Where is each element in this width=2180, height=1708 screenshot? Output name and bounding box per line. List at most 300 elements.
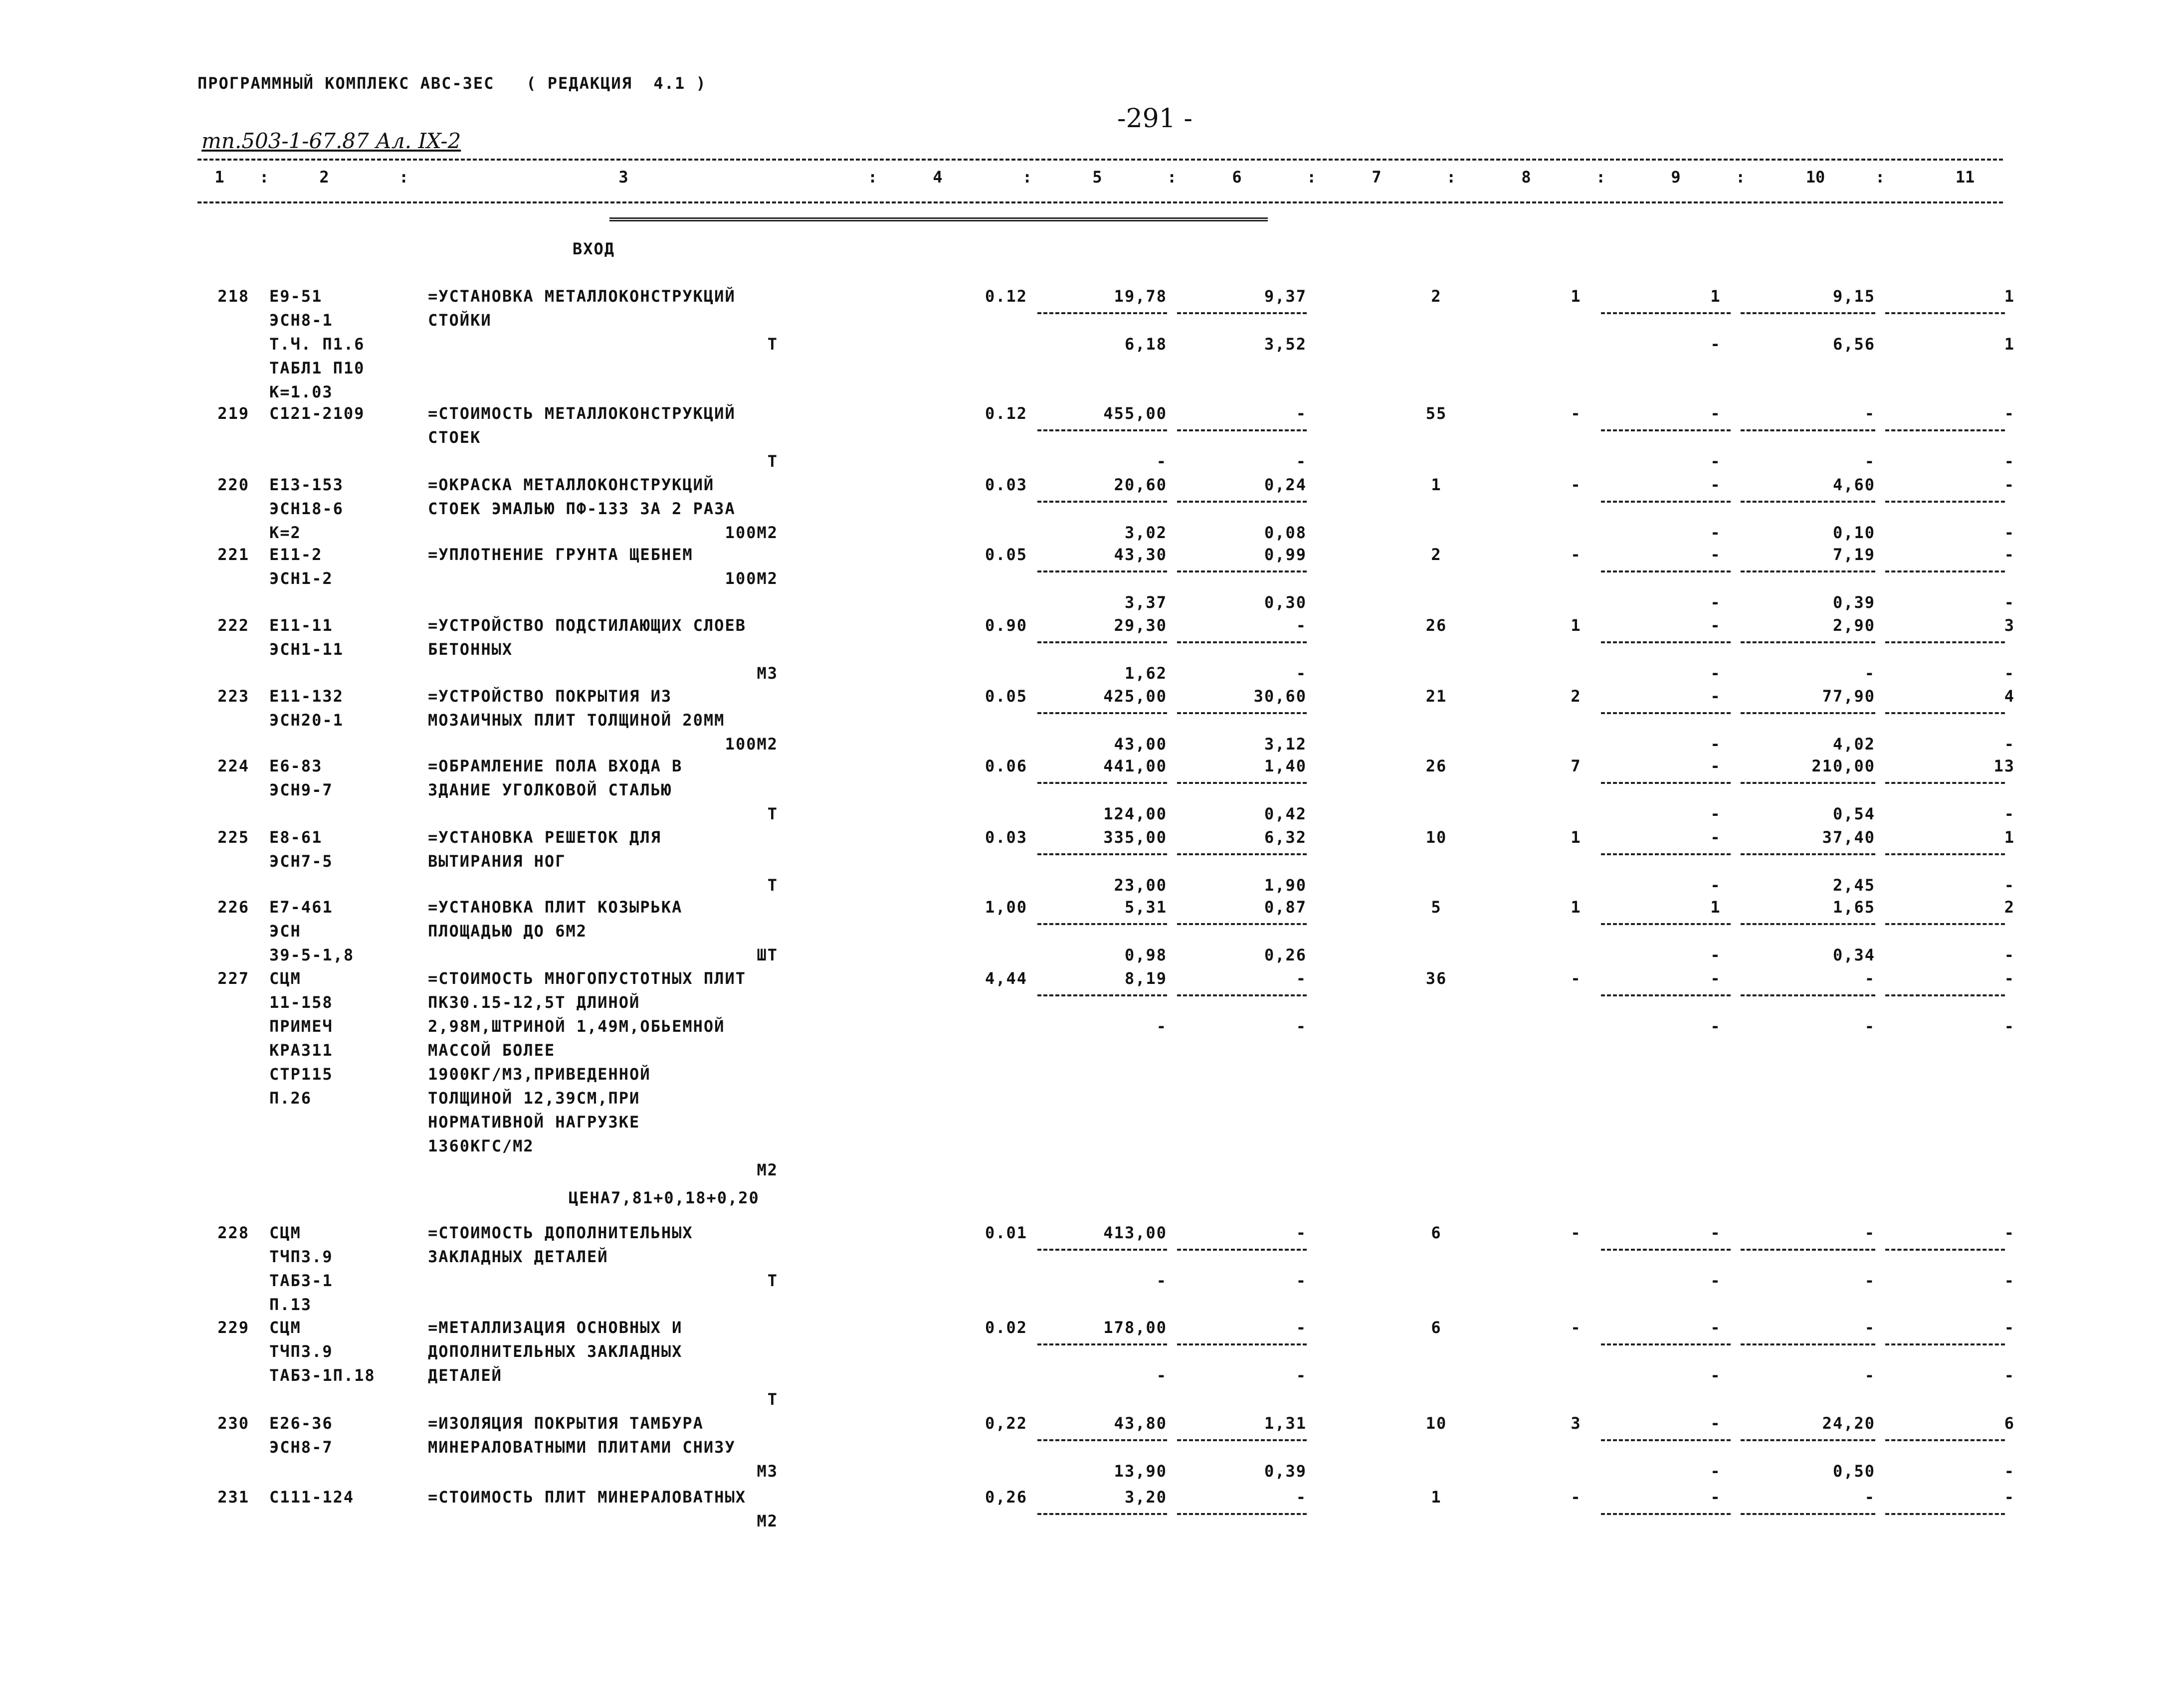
quantity: 0.03: [985, 828, 1027, 847]
col9-value: -: [1710, 1488, 1721, 1507]
column-separator: :: [1446, 168, 1456, 187]
quantity: 0.06: [985, 757, 1027, 775]
column-separator: :: [399, 168, 409, 187]
col6-value: -: [1296, 616, 1307, 635]
col5-sub-value: -: [1156, 1017, 1167, 1036]
col11-value: 3: [2004, 616, 2015, 635]
col8-value: 2: [1571, 687, 1582, 706]
col7-value: 26: [1425, 757, 1447, 775]
col8-value: -: [1571, 404, 1582, 423]
col6-sub-value: -: [1296, 452, 1307, 471]
column-number: 3: [618, 168, 628, 187]
resource-code: ТАБЛ1 П10: [269, 359, 365, 378]
col5-sub-value: 124,00: [1103, 804, 1167, 823]
col6-divider: [1177, 853, 1307, 855]
work-description: =УСТРОЙСТВО ПОДСТИЛАЮЩИХ СЛОЕВ: [428, 616, 746, 635]
col10-sub-value: -: [1864, 1017, 1875, 1036]
column-number: 1: [214, 168, 224, 187]
resource-code: ПРИМЕЧ: [269, 1017, 333, 1036]
resource-code: ЭСН1-11: [269, 640, 344, 659]
unit-of-measure: 100М2: [725, 735, 778, 754]
work-description: 1360КГС/М2: [428, 1137, 534, 1155]
column-separator: :: [1875, 168, 1885, 187]
work-description: =МЕТАЛЛИЗАЦИЯ ОСНОВНЫХ И: [428, 1318, 683, 1337]
column-separator: :: [259, 168, 269, 187]
col5-divider: [1037, 1249, 1167, 1251]
col10-value: 7,19: [1832, 545, 1875, 564]
resource-code: Е6-83: [269, 757, 323, 775]
work-description: =УСТРОЙСТВО ПОКРЫТИЯ ИЗ: [428, 687, 672, 706]
unit-of-measure: М2: [757, 1512, 778, 1530]
col6-sub-value: 0,08: [1264, 523, 1307, 542]
col7-value: 1: [1431, 475, 1442, 494]
row-number: 223: [217, 687, 249, 706]
unit-of-measure: Т: [767, 876, 778, 895]
unit-of-measure: М3: [757, 664, 778, 683]
col10-divider: [1741, 712, 1875, 714]
row-number: 220: [217, 475, 249, 494]
col10-value: 37,40: [1822, 828, 1875, 847]
work-description: СТОЙКИ: [428, 311, 492, 330]
col10-value: -: [1864, 1488, 1875, 1507]
col10-value: -: [1864, 404, 1875, 423]
quantity: 1,00: [985, 898, 1027, 917]
col11-sub-value: -: [2004, 523, 2015, 542]
col11-divider: [1885, 1249, 2005, 1251]
col9-divider: [1601, 994, 1731, 996]
col11-sub-value: -: [2004, 946, 2015, 964]
col5-sub-value: 13,90: [1114, 1462, 1167, 1481]
col11-divider: [1885, 712, 2005, 714]
col5-value: 455,00: [1103, 404, 1167, 423]
col10-divider: [1741, 782, 1875, 784]
col5-value: 29,30: [1114, 616, 1167, 635]
col7-value: 1: [1431, 1488, 1442, 1507]
col9-divider: [1601, 429, 1731, 431]
col9-sub-value: -: [1710, 664, 1721, 683]
col9-divider: [1601, 1439, 1731, 1441]
col9-value: -: [1710, 545, 1721, 564]
unit-of-measure: М2: [757, 1160, 778, 1179]
unit-of-measure: Т: [767, 1271, 778, 1290]
page-number: -291 -: [1117, 104, 1192, 134]
col9-sub-value: -: [1710, 876, 1721, 895]
resource-code: СЦМ: [269, 1223, 301, 1242]
col6-value: -: [1296, 969, 1307, 988]
col10-sub-value: -: [1864, 1271, 1875, 1290]
col10-divider: [1741, 501, 1875, 503]
col10-value: 24,20: [1822, 1414, 1875, 1433]
column-number: 7: [1372, 168, 1382, 187]
col8-value: -: [1571, 969, 1582, 988]
col9-divider: [1601, 1513, 1731, 1515]
col10-sub-value: -: [1864, 1366, 1875, 1385]
col6-divider: [1177, 312, 1307, 314]
col6-value: 30,60: [1253, 687, 1307, 706]
work-description: =УСТАНОВКА РЕШЕТОК ДЛЯ: [428, 828, 661, 847]
section-divider: [609, 217, 1268, 221]
column-number: 4: [933, 168, 943, 187]
col6-divider: [1177, 501, 1307, 503]
row-number: 226: [217, 898, 249, 917]
resource-code: С121-2109: [269, 404, 365, 423]
quantity: 0.02: [985, 1318, 1027, 1337]
col10-value: 210,00: [1811, 757, 1875, 775]
col11-sub-value: -: [2004, 1462, 2015, 1481]
program-header: ПРОГРАММНЫЙ КОМПЛЕКС АВС-ЗЕС ( РЕДАКЦИЯ 4.1 ): [198, 74, 707, 93]
work-description: 1900КГ/М3,ПРИВЕДЕННОЙ: [428, 1065, 651, 1084]
col10-divider: [1741, 994, 1875, 996]
col10-divider: [1741, 429, 1875, 431]
col7-value: 36: [1425, 969, 1447, 988]
col6-value: -: [1296, 1223, 1307, 1242]
col8-value: -: [1571, 545, 1582, 564]
col11-sub-value: -: [2004, 804, 2015, 823]
col8-value: 1: [1571, 616, 1582, 635]
col5-divider: [1037, 429, 1167, 431]
col11-value: 6: [2004, 1414, 2015, 1433]
col5-sub-value: 6,18: [1124, 335, 1167, 354]
col9-sub-value: -: [1710, 1366, 1721, 1385]
col5-sub-value: 3,37: [1124, 593, 1167, 612]
col11-value: 4: [2004, 687, 2015, 706]
col9-value: -: [1710, 475, 1721, 494]
work-description: =УСТАНОВКА МЕТАЛЛОКОНСТРУКЦИЙ: [428, 287, 736, 306]
col10-value: -: [1864, 1318, 1875, 1337]
column-separator: :: [868, 168, 878, 187]
col6-divider: [1177, 641, 1307, 643]
resource-code: Е11-132: [269, 687, 344, 706]
work-description: ДЕТАЛЕЙ: [428, 1366, 502, 1385]
row-number: 229: [217, 1318, 249, 1337]
quantity: 0.03: [985, 475, 1027, 494]
quantity: 0,22: [985, 1414, 1027, 1433]
col7-value: 6: [1431, 1223, 1442, 1242]
document-reference: тп.503-1-67.87 Ал. IX-2: [201, 129, 461, 153]
quantity: 0.90: [985, 616, 1027, 635]
col9-sub-value: -: [1710, 1017, 1721, 1036]
col6-value: 0,99: [1264, 545, 1307, 564]
col9-value: -: [1710, 1414, 1721, 1433]
resource-code: ТЧП3.9: [269, 1247, 333, 1266]
col10-sub-value: 6,56: [1832, 335, 1875, 354]
resource-code: ТАБ3-1: [269, 1271, 333, 1290]
col5-value: 441,00: [1103, 757, 1167, 775]
work-description: ТОЛЩИНОЙ 12,39СМ,ПРИ: [428, 1089, 640, 1108]
col10-sub-value: -: [1864, 452, 1875, 471]
col6-divider: [1177, 1249, 1307, 1251]
col11-value: -: [2004, 1488, 2015, 1507]
col9-divider: [1601, 1343, 1731, 1345]
col10-value: 9,15: [1832, 287, 1875, 306]
col6-value: -: [1296, 1488, 1307, 1507]
col6-sub-value: 0,30: [1264, 593, 1307, 612]
header-rule: [198, 201, 2003, 203]
col10-sub-value: 0,10: [1832, 523, 1875, 542]
col11-divider: [1885, 570, 2005, 572]
col10-sub-value: 0,50: [1832, 1462, 1875, 1481]
col9-sub-value: -: [1710, 335, 1721, 354]
col11-divider: [1885, 782, 2005, 784]
col7-value: 26: [1425, 616, 1447, 635]
col8-value: 1: [1571, 287, 1582, 306]
unit-of-measure: 100М2: [725, 523, 778, 542]
work-description: =СТОИМОСТЬ МНОГОПУСТОТНЫХ ПЛИТ: [428, 969, 746, 988]
column-number: 11: [1955, 168, 1975, 187]
col11-divider: [1885, 994, 2005, 996]
col5-divider: [1037, 712, 1167, 714]
col10-value: -: [1864, 969, 1875, 988]
col11-value: -: [2004, 404, 2015, 423]
resource-code: ЭСН8-7: [269, 1438, 333, 1457]
col5-sub-value: 23,00: [1114, 876, 1167, 895]
resource-code: СТР115: [269, 1065, 333, 1084]
column-number: 6: [1232, 168, 1242, 187]
resource-code: К=1.03: [269, 382, 333, 401]
col11-sub-value: -: [2004, 452, 2015, 471]
resource-code: КРАЗ11: [269, 1041, 333, 1060]
col11-value: 13: [1993, 757, 2015, 775]
col9-divider: [1601, 1249, 1731, 1251]
col11-sub-value: 1: [2004, 335, 2015, 354]
resource-code: ТЧП3.9: [269, 1342, 333, 1361]
work-description: ПК30.15-12,5Т ДЛИНОЙ: [428, 993, 640, 1012]
row-number: 219: [217, 404, 249, 423]
work-description: МИНЕРАЛОВАТНЫМИ ПЛИТАМИ СНИЗУ: [428, 1438, 736, 1457]
quantity: 0.12: [985, 404, 1027, 423]
resource-code: ЭСН8-1: [269, 311, 333, 330]
resource-code: Е9-51: [269, 287, 323, 306]
col5-sub-value: 43,00: [1114, 735, 1167, 754]
col5-divider: [1037, 994, 1167, 996]
col11-divider: [1885, 501, 2005, 503]
col11-divider: [1885, 312, 2005, 314]
col5-sub-value: -: [1156, 452, 1167, 471]
col9-divider: [1601, 782, 1731, 784]
col9-value: -: [1710, 616, 1721, 635]
col5-divider: [1037, 501, 1167, 503]
col9-sub-value: -: [1710, 804, 1721, 823]
col10-sub-value: 4,02: [1832, 735, 1875, 754]
col11-sub-value: -: [2004, 1271, 2015, 1290]
col5-sub-value: 0,98: [1124, 946, 1167, 964]
resource-code: С111-124: [269, 1488, 355, 1507]
col6-value: -: [1296, 404, 1307, 423]
col9-divider: [1601, 853, 1731, 855]
col11-sub-value: -: [2004, 664, 2015, 683]
work-description: ПЛОЩАДЬЮ ДО 6М2: [428, 922, 587, 941]
col8-value: -: [1571, 475, 1582, 494]
col9-sub-value: -: [1710, 1271, 1721, 1290]
row-number: 224: [217, 757, 249, 775]
col5-sub-value: -: [1156, 1366, 1167, 1385]
col8-value: 1: [1571, 898, 1582, 917]
col5-divider: [1037, 923, 1167, 925]
work-description: =СТОИМОСТЬ МЕТАЛЛОКОНСТРУКЦИЙ: [428, 404, 736, 423]
col10-divider: [1741, 923, 1875, 925]
col8-value: 7: [1571, 757, 1582, 775]
col10-divider: [1741, 1513, 1875, 1515]
col6-sub-value: 0,39: [1264, 1462, 1307, 1481]
work-description: МОЗАИЧНЫХ ПЛИТ ТОЛЩИНОЙ 20ММ: [428, 711, 725, 730]
resource-code: ЭСН: [269, 922, 301, 941]
row-number: 231: [217, 1488, 249, 1507]
col11-value: -: [2004, 1318, 2015, 1337]
resource-code: П.13: [269, 1295, 312, 1314]
col5-value: 413,00: [1103, 1223, 1167, 1242]
work-description: =ОБРАМЛЕНИЕ ПОЛА ВХОДА В: [428, 757, 683, 775]
col5-value: 5,31: [1124, 898, 1167, 917]
col9-divider: [1601, 712, 1731, 714]
col9-value: -: [1710, 757, 1721, 775]
col6-value: -: [1296, 1318, 1307, 1337]
col7-value: 10: [1425, 1414, 1447, 1433]
unit-of-measure: М3: [757, 1462, 778, 1481]
work-description: =ОКРАСКА МЕТАЛЛОКОНСТРУКЦИЙ: [428, 475, 715, 494]
col8-value: -: [1571, 1223, 1582, 1242]
col5-divider: [1037, 1513, 1167, 1515]
col6-value: 0,87: [1264, 898, 1307, 917]
col11-divider: [1885, 1439, 2005, 1441]
col11-value: 2: [2004, 898, 2015, 917]
resource-code: Е7-461: [269, 898, 333, 917]
col9-sub-value: -: [1710, 452, 1721, 471]
row-number: 221: [217, 545, 249, 564]
col9-sub-value: -: [1710, 523, 1721, 542]
col9-divider: [1601, 641, 1731, 643]
resource-code: СЦМ: [269, 1318, 301, 1337]
col10-divider: [1741, 1343, 1875, 1345]
col10-divider: [1741, 1439, 1875, 1441]
row-number: 228: [217, 1223, 249, 1242]
col11-value: 1: [2004, 828, 2015, 847]
resource-code: П.26: [269, 1089, 312, 1108]
resource-code: СЦМ: [269, 969, 301, 988]
quantity: 4,44: [985, 969, 1027, 988]
col11-sub-value: -: [2004, 735, 2015, 754]
resource-code: ЭСН9-7: [269, 780, 333, 799]
work-description: 2,98М,ШТРИНОЙ 1,49М,ОБЬЕМНОЙ: [428, 1017, 725, 1036]
quantity: 0.05: [985, 687, 1027, 706]
col5-divider: [1037, 1343, 1167, 1345]
col11-value: -: [2004, 475, 2015, 494]
resource-code: ЭСН18-6: [269, 499, 344, 518]
col10-divider: [1741, 1249, 1875, 1251]
col6-divider: [1177, 570, 1307, 572]
col10-sub-value: 2,45: [1832, 876, 1875, 895]
col7-value: 21: [1425, 687, 1447, 706]
row-number: 225: [217, 828, 249, 847]
resource-code: Т.Ч. П1.6: [269, 335, 365, 354]
quantity: 0,26: [985, 1488, 1027, 1507]
col6-divider: [1177, 923, 1307, 925]
col11-divider: [1885, 853, 2005, 855]
column-separator: :: [1596, 168, 1606, 187]
resource-code: ТАБ3-1П.18: [269, 1366, 376, 1385]
column-separator: :: [1307, 168, 1317, 187]
col5-divider: [1037, 782, 1167, 784]
col7-value: 5: [1431, 898, 1442, 917]
col10-value: 4,60: [1832, 475, 1875, 494]
col5-sub-value: 1,62: [1124, 664, 1167, 683]
col6-value: 1,31: [1264, 1414, 1307, 1433]
col9-value: -: [1710, 969, 1721, 988]
col7-value: 2: [1431, 287, 1442, 306]
quantity: 0.12: [985, 287, 1027, 306]
col5-divider: [1037, 570, 1167, 572]
col10-value: -: [1864, 1223, 1875, 1242]
col11-sub-value: -: [2004, 1017, 2015, 1036]
col5-value: 425,00: [1103, 687, 1167, 706]
col6-sub-value: 3,12: [1264, 735, 1307, 754]
column-number: 9: [1671, 168, 1681, 187]
col6-sub-value: 0,26: [1264, 946, 1307, 964]
resource-code: К=2: [269, 523, 301, 542]
resource-code: Е11-2: [269, 545, 323, 564]
col10-value: 77,90: [1822, 687, 1875, 706]
col9-value: 1: [1710, 287, 1721, 306]
col10-divider: [1741, 853, 1875, 855]
quantity: 0.01: [985, 1223, 1027, 1242]
col9-divider: [1601, 923, 1731, 925]
col10-divider: [1741, 570, 1875, 572]
col9-value: -: [1710, 1223, 1721, 1242]
resource-code: Е13-153: [269, 475, 344, 494]
work-description: НОРМАТИВНОЙ НАГРУЗКЕ: [428, 1113, 640, 1132]
col10-divider: [1741, 312, 1875, 314]
work-description: СТОЕК ЭМАЛЬЮ ПФ-133 ЗА 2 РАЗА: [428, 499, 736, 518]
row-number: 227: [217, 969, 249, 988]
col9-value: -: [1710, 687, 1721, 706]
col9-divider: [1601, 570, 1731, 572]
top-rule: [198, 159, 2003, 161]
work-description: =УСТАНОВКА ПЛИТ КОЗЫРЬКА: [428, 898, 683, 917]
col9-divider: [1601, 501, 1731, 503]
col11-value: -: [2004, 545, 2015, 564]
col11-divider: [1885, 1343, 2005, 1345]
work-description: ВЫТИРАНИЯ НОГ: [428, 852, 566, 871]
col7-value: 6: [1431, 1318, 1442, 1337]
col11-value: 1: [2004, 287, 2015, 306]
col9-value: -: [1710, 1318, 1721, 1337]
col6-divider: [1177, 782, 1307, 784]
col8-value: -: [1571, 1318, 1582, 1337]
col11-divider: [1885, 429, 2005, 431]
work-description: ЗАКЛАДНЫХ ДЕТАЛЕЙ: [428, 1247, 608, 1266]
col10-value: 2,90: [1832, 616, 1875, 635]
col5-divider: [1037, 1439, 1167, 1441]
price-note: ЦЕНА7,81+0,18+0,20: [569, 1188, 760, 1207]
col5-divider: [1037, 641, 1167, 643]
resource-code: ЭСН20-1: [269, 711, 344, 730]
row-number: 218: [217, 287, 249, 306]
col5-value: 8,19: [1124, 969, 1167, 988]
column-number: 10: [1805, 168, 1825, 187]
col9-value: 1: [1710, 898, 1721, 917]
col10-value: 1,65: [1832, 898, 1875, 917]
col11-sub-value: -: [2004, 876, 2015, 895]
col6-value: 1,40: [1264, 757, 1307, 775]
col6-sub-value: 1,90: [1264, 876, 1307, 895]
col5-value: 43,30: [1114, 545, 1167, 564]
col5-sub-value: -: [1156, 1271, 1167, 1290]
work-description: ДОПОЛНИТЕЛЬНЫХ ЗАКЛАДНЫХ: [428, 1342, 683, 1361]
work-description: =СТОИМОСТЬ ПЛИТ МИНЕРАЛОВАТНЫХ: [428, 1488, 746, 1507]
col6-sub-value: -: [1296, 664, 1307, 683]
col11-sub-value: -: [2004, 1366, 2015, 1385]
col10-sub-value: -: [1864, 664, 1875, 683]
row-number: 230: [217, 1414, 249, 1433]
